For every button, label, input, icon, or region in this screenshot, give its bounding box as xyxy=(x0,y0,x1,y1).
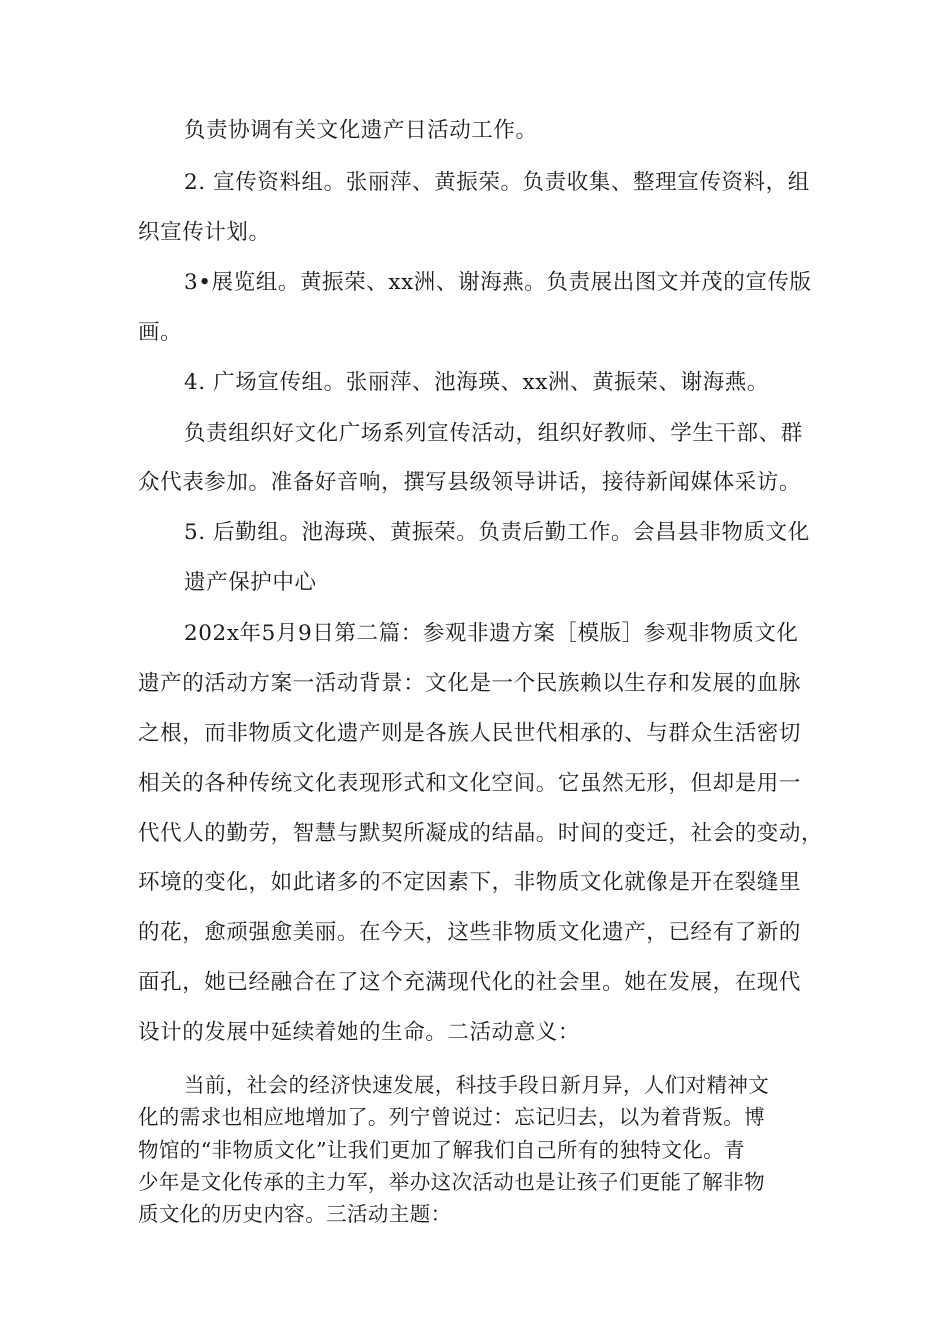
text-line: 面孔，她已经融合在了这个充满现代化的社会里。她在发展，在现代 xyxy=(138,970,802,995)
text-line: 负责协调有关文化遗产日活动工作。 xyxy=(184,118,538,143)
text-line: 2. 宣传资料组。张丽萍、黄振荣。负责收集、整理宣传资料，组 xyxy=(184,170,810,195)
text-line: 少年是文化传承的主力军，举办这次活动也是让孩子们更能了解非物 xyxy=(138,1170,765,1194)
text-line: 负责组织好文化广场系列宣传活动，组织好教师、学生干部、群 xyxy=(184,421,803,446)
text-line: 之根，而非物质文化遗产则是各族人民世代相承的、与群众生活密切 xyxy=(138,721,802,746)
text-line: 代代人的勤劳，智慧与默契所凝成的结晶。时间的变迁，社会的变动， xyxy=(138,821,824,846)
text-line: 当前，社会的经济快速发展，科技手段日新月异，人们对精神文 xyxy=(184,1073,770,1097)
text-line: 织宣传计划。 xyxy=(138,220,271,245)
text-line: 画。 xyxy=(138,320,183,345)
text-line: 遗产保护中心 xyxy=(184,570,317,595)
text-line: 4. 广场宣传组。张丽萍、池海瑛、xx洲、黄振荣、谢海燕。 xyxy=(184,370,770,395)
text-line: 5. 后勤组。池海瑛、黄振荣。负责后勤工作。会昌县非物质文化 xyxy=(184,520,810,545)
text-line: 遗产的活动方案一活动背景：文化是一个民族赖以生存和发展的血脉 xyxy=(138,671,802,696)
text-line: 202x年5月9日第二篇：参观非遗方案［模版］参观非物质文化 xyxy=(184,621,799,646)
text-line: 的花，愈顽强愈美丽。在今天，这些非物质文化遗产，已经有了新的 xyxy=(138,920,802,945)
text-line: 3•展览组。黄振荣、xx洲、谢海燕。负责展出图文并茂的宣传版 xyxy=(184,270,812,295)
text-line: 环境的变化，如此诸多的不定因素下，非物质文化就像是开在裂缝里 xyxy=(138,870,802,895)
text-line: 相关的各种传统文化表现形式和文化空间。它虽然无形，但却是用一 xyxy=(138,771,802,796)
text-line: 化的需求也相应地增加了。列宁曾说过：忘记归去，以为着背叛。博 xyxy=(138,1105,765,1129)
text-line: 设计的发展中延续着她的生命。二活动意义： xyxy=(138,1020,581,1045)
text-line: 物馆的“非物质文化”让我们更加了解我们自己所有的独特文化。青 xyxy=(138,1138,745,1162)
text-line: 众代表参加。准备好音响，撰写县级领导讲话，接待新闻媒体采访。 xyxy=(138,470,802,495)
text-line: 质文化的历史内容。三活动主题： xyxy=(138,1202,452,1226)
